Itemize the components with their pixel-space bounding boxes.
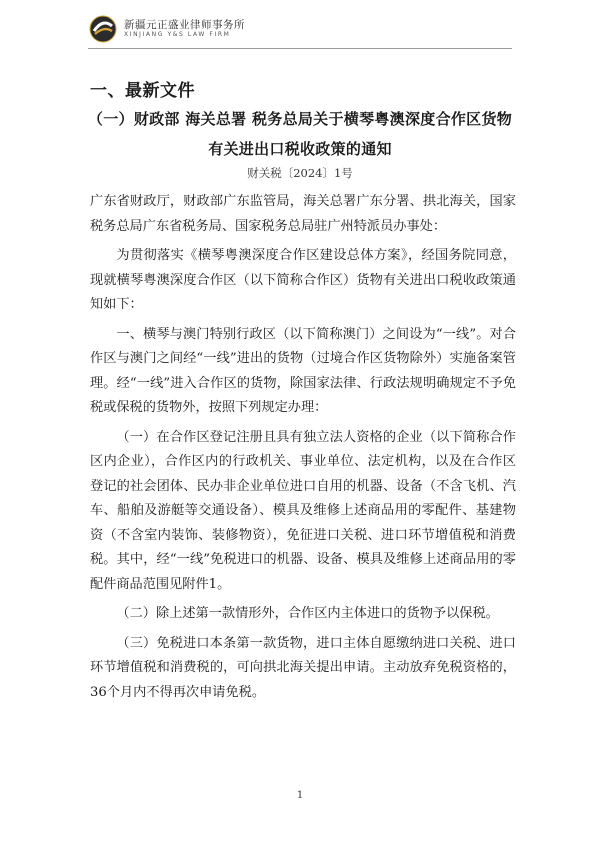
header-divider: [88, 48, 512, 49]
document-number: 财关税〔2024〕1号: [247, 166, 353, 180]
firm-name-cn: 新疆元正盛业律师事务所: [124, 19, 245, 31]
paragraph-item-1: （一）在合作区登记注册且具有独立法人资格的企业（以下简称合作区内企业），合作区内的行政机关、事业单位、法定机构，以及在合作区登记的社会团体、民办非企业单位进口自用的机器、设备（不含飞机、汽车、船舶及游艇等交通设备）、模具及维修上述商品用的零配件、基建物资（不含室内装饰、装修物资），免征进口关税、进口环节增值税和消费税。其中，经“一线”免税进口的机器、设备、模具及维修上述商品用的零配件商品范围见附件1。: [90, 429, 516, 592]
page-number: 1: [296, 790, 304, 801]
paragraph-item-2: （二）除上述第一款情形外，合作区内主体进口的货物予以保税。: [116, 606, 499, 621]
firm-logo-icon: [88, 14, 118, 44]
paragraph-addressees: 广东省财政厅，财政部广东监管局，海关总署广东分署、拱北海关，国家税务总局广东省税务局、国家税务总局驻广州特派员办事处：: [90, 194, 516, 234]
section-title: 一、最新文件: [90, 81, 195, 101]
document-body: [90, 190, 516, 710]
document-title: （一）财政部 海关总署 税务总局关于横琴粤澳深度合作区货物有关进出口税收政策的通知: [87, 110, 513, 158]
paragraph-item-3: （三）免税进口本条第一款货物，进口主体自愿缴纳进口关税、进口环节增值税和消费税的，可向拱北海关提出申请。主动放弃免税资格的，36个月内不得再次申请免税。: [90, 635, 516, 700]
paragraph-intro: 为贯彻落实《横琴粤澳深度合作区建设总体方案》，经国务院同意，现就横琴粤澳深度合作区（以下简称合作区）货物有关进出口税收政策通知如下：: [90, 248, 516, 312]
firm-name-en: XINJIANG Y&S LAW FIRM: [124, 31, 231, 38]
page-header: [88, 14, 245, 44]
firm-name-block: [124, 19, 245, 39]
paragraph-article-1: 一、横琴与澳门特别行政区（以下简称澳门）之间设为“一线”。对合作区与澳门之间经“一线”进出的货物（过境合作区货物除外）实施备案管理。经“一线”进入合作区的货物，除国家法律、行政法规明确规定不予免税或保税的货物外，按照下列规定办理：: [90, 326, 516, 415]
